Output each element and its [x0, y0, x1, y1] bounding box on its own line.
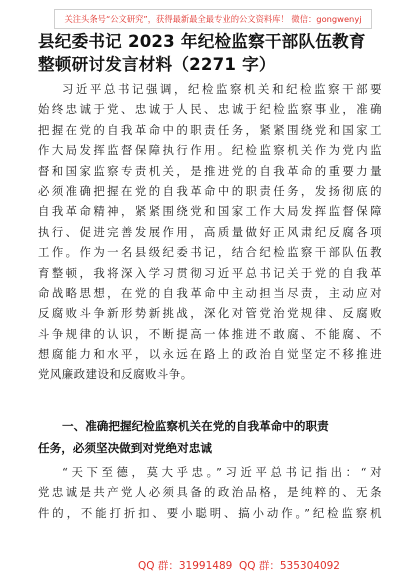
title-line: 整顿研讨发言材料（2271 字）: [38, 55, 276, 74]
paragraph-line: 习近平总书记强调，纪检监察机关和纪检监察干部要: [62, 82, 382, 96]
paragraph-line: 反腐败斗争新形势新挑战，深化对管党治党规律、反腐败: [38, 306, 382, 321]
paragraph-line: 件的，不能打折扣、要小聪明、搞小动作。”纪检监察机: [38, 505, 382, 520]
paragraph-intro: [38, 79, 382, 385]
paragraph-line: 工作。作为一名县级纪委书记，结合纪检监察干部队伍教: [38, 245, 382, 260]
footer-contact: [0, 556, 408, 576]
paragraph-line: 始终忠诚于党、忠诚于人民、忠诚于纪检监察事业，准确: [38, 102, 382, 117]
paragraph-line: 把握在党的自我革命中的职责任务，紧紧围绕党和国家工: [38, 122, 382, 137]
heading-line: 任务，必须坚决做到对党绝对忠诚: [38, 441, 212, 455]
title-line: 县纪委书记 2023 年纪检监察干部队伍教育: [38, 32, 366, 51]
qq-group-1: QQ 群：31991489: [138, 560, 233, 572]
document-title: [38, 30, 382, 76]
paragraph-section-one: [38, 462, 382, 523]
paragraph-line: 党忠诚是共产党人必须具备的政治品格，是纯粹的、无条: [38, 485, 382, 500]
paragraph-line: 党风廉政建设和反腐败斗争。: [38, 367, 193, 382]
paragraph-line: 斗争规律的认识，不断提高一体推进不敢腐、不能腐、不: [38, 326, 382, 341]
section-heading: [38, 415, 382, 459]
paragraph-line: 自我革命精神，紧紧围绕党和国家工作大局发挥监督保障: [38, 204, 382, 219]
promo-banner-text: 关注头条号“公文研究”，获得最新最全最专业的公文资料库！ 微信：gongwenyj: [64, 14, 362, 24]
paragraph-line: 想腐能力和水平，以永远在路上的政治自觉坚定不移推进: [38, 347, 382, 362]
paragraph-line: 必须准确把握在党的自我革命中的职责任务，发扬彻底的: [38, 183, 382, 198]
paragraph-line: “天下至德，莫大乎忠。”习近平总书记指出：“对: [62, 465, 382, 479]
paragraph-line: 作大局发挥监督保障执行作用。纪检监察机关作为党内监: [38, 143, 382, 158]
heading-line: 一、准确把握纪检监察机关在党的自我革命中的职责: [62, 419, 329, 433]
paragraph-line: 育整顿，我将深入学习贯彻习近平总书记关于党的自我革: [38, 265, 382, 280]
promo-banner: [54, 9, 372, 29]
qq-group-2: QQ 群：535304092: [239, 560, 340, 572]
paragraph-line: 督和国家监察专责机关，是推进党的自我革命的重要力量: [38, 163, 382, 178]
paragraph-line: 命战略思想，在党的自我革命中主动担当尽责，主动应对: [38, 285, 382, 300]
paragraph-line: 执行、促进完善发展作用，高质量做好正风肃纪反腐各项: [38, 224, 382, 239]
